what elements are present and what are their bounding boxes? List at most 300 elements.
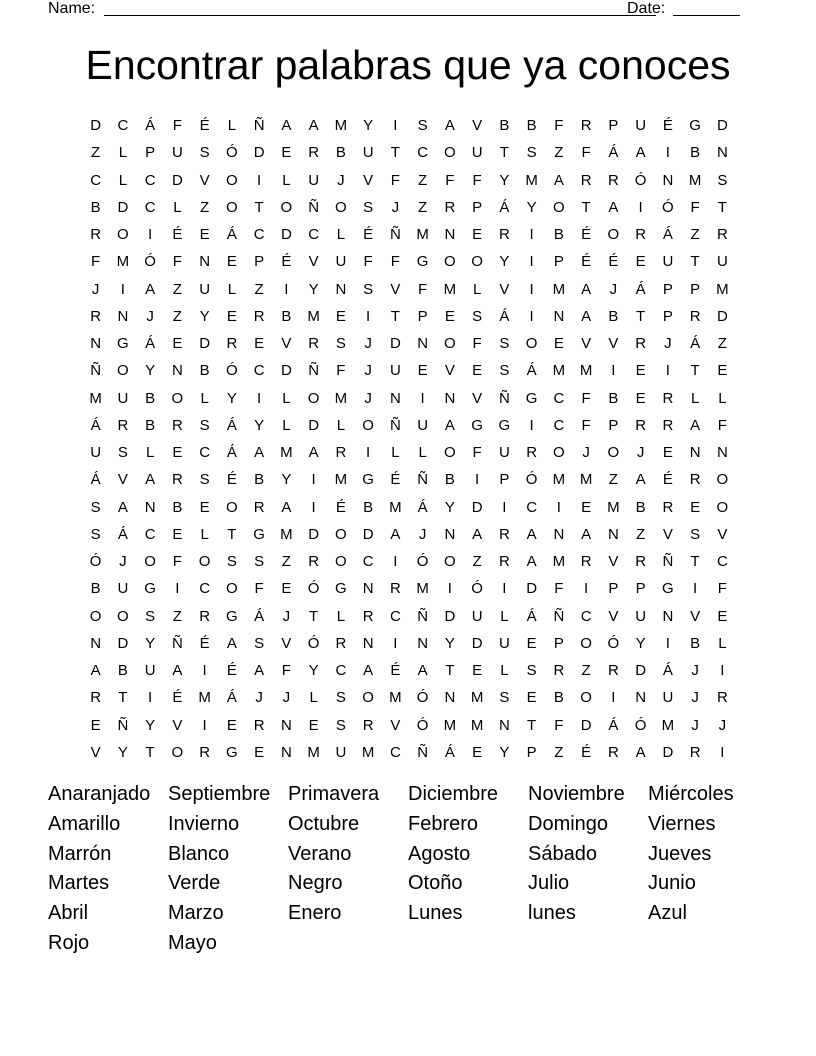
grid-letter[interactable]: P: [608, 580, 619, 598]
grid-letter[interactable]: M: [443, 280, 457, 298]
grid-letter[interactable]: F: [363, 253, 373, 271]
grid-letter[interactable]: Ó: [416, 689, 429, 707]
grid-letter[interactable]: V: [472, 117, 483, 134]
grid-letter[interactable]: Y: [499, 743, 510, 761]
grid-letter[interactable]: I: [148, 689, 153, 707]
grid-letter[interactable]: A: [635, 471, 646, 489]
grid-letter[interactable]: Á: [526, 362, 537, 380]
grid-letter[interactable]: A: [444, 416, 455, 434]
grid-letter[interactable]: Ñ: [253, 117, 265, 134]
grid-letter[interactable]: N: [553, 525, 565, 543]
grid-letter[interactable]: C: [199, 444, 211, 461]
grid-letter[interactable]: N: [90, 634, 102, 652]
grid-letter[interactable]: O: [280, 198, 293, 216]
grid-letter[interactable]: N: [389, 389, 401, 407]
grid-letter[interactable]: E: [281, 580, 292, 598]
grid-letter[interactable]: I: [447, 580, 452, 598]
grid-letter[interactable]: F: [717, 416, 727, 434]
grid-letter[interactable]: L: [418, 444, 427, 461]
grid-letter[interactable]: L: [391, 444, 400, 461]
grid-letter[interactable]: B: [444, 471, 455, 489]
grid-letter[interactable]: N: [553, 307, 565, 325]
grid-letter[interactable]: D: [471, 498, 483, 516]
grid-letter[interactable]: G: [471, 416, 483, 434]
grid-letter[interactable]: L: [309, 689, 318, 707]
grid-letter[interactable]: Y: [145, 362, 156, 380]
grid-letter[interactable]: I: [665, 144, 670, 162]
grid-letter[interactable]: A: [581, 307, 592, 325]
grid-letter[interactable]: O: [307, 389, 320, 407]
grid-letter[interactable]: D: [199, 335, 211, 352]
grid-letter[interactable]: O: [444, 335, 456, 352]
grid-letter[interactable]: Ñ: [117, 716, 129, 734]
grid-letter[interactable]: M: [552, 471, 566, 489]
grid-letter[interactable]: Ó: [416, 553, 429, 570]
grid-letter[interactable]: M: [443, 716, 457, 734]
grid-letter[interactable]: R: [253, 307, 265, 325]
grid-letter[interactable]: V: [363, 171, 374, 189]
grid-letter[interactable]: U: [117, 580, 129, 598]
grid-letter[interactable]: B: [145, 389, 156, 407]
grid-letter[interactable]: É: [390, 662, 401, 679]
grid-letter[interactable]: M: [307, 307, 320, 325]
grid-letter[interactable]: J: [609, 280, 618, 298]
grid-letter[interactable]: Á: [226, 444, 237, 461]
grid-letter[interactable]: E: [335, 307, 346, 325]
grid-letter[interactable]: M: [89, 389, 102, 407]
grid-letter[interactable]: E: [226, 253, 237, 271]
grid-letter[interactable]: I: [257, 389, 262, 407]
grid-letter[interactable]: A: [308, 117, 319, 134]
grid-letter[interactable]: A: [526, 525, 537, 543]
grid-letter[interactable]: V: [199, 171, 210, 189]
grid-letter[interactable]: O: [444, 144, 456, 162]
grid-letter[interactable]: F: [581, 144, 591, 162]
grid-letter[interactable]: A: [281, 117, 292, 134]
grid-letter[interactable]: E: [662, 444, 673, 461]
grid-letter[interactable]: R: [635, 553, 647, 570]
grid-letter[interactable]: I: [529, 416, 534, 434]
grid-letter[interactable]: N: [117, 307, 129, 325]
grid-letter[interactable]: E: [172, 335, 183, 352]
grid-letter[interactable]: F: [690, 198, 700, 216]
grid-letter[interactable]: O: [525, 335, 538, 352]
grid-letter[interactable]: R: [226, 335, 238, 352]
grid-letter[interactable]: D: [444, 607, 456, 625]
grid-letter[interactable]: I: [202, 662, 207, 679]
grid-letter[interactable]: Á: [417, 498, 428, 516]
grid-letter[interactable]: Ó: [226, 144, 238, 162]
grid-letter[interactable]: D: [117, 634, 129, 652]
grid-letter[interactable]: M: [334, 117, 348, 134]
grid-letter[interactable]: P: [608, 117, 619, 134]
grid-letter[interactable]: U: [335, 253, 347, 271]
grid-letter[interactable]: D: [716, 117, 728, 134]
grid-letter[interactable]: C: [308, 226, 320, 243]
grid-letter[interactable]: I: [529, 280, 534, 298]
grid-letter[interactable]: R: [607, 171, 619, 189]
grid-letter[interactable]: B: [553, 689, 564, 707]
grid-letter[interactable]: M: [552, 553, 566, 570]
grid-letter[interactable]: T: [527, 716, 537, 734]
grid-letter[interactable]: N: [444, 689, 456, 707]
grid-letter[interactable]: O: [580, 634, 592, 652]
grid-letter[interactable]: Y: [281, 471, 292, 489]
grid-letter[interactable]: I: [202, 716, 207, 734]
date-blank-line[interactable]: [673, 15, 740, 16]
grid-letter[interactable]: C: [362, 553, 374, 570]
grid-letter[interactable]: L: [227, 280, 237, 298]
grid-letter[interactable]: Y: [308, 662, 319, 679]
grid-letter[interactable]: U: [662, 253, 674, 271]
grid-letter[interactable]: P: [472, 198, 483, 216]
grid-letter[interactable]: Ó: [307, 580, 320, 598]
grid-letter[interactable]: P: [254, 253, 265, 271]
grid-letter[interactable]: A: [90, 662, 101, 679]
grid-letter[interactable]: F: [281, 662, 291, 679]
grid-letter[interactable]: Y: [145, 716, 156, 734]
grid-letter[interactable]: A: [254, 662, 265, 679]
grid-letter[interactable]: É: [581, 253, 592, 271]
grid-letter[interactable]: R: [635, 335, 647, 352]
grid-letter[interactable]: B: [635, 498, 646, 516]
grid-letter[interactable]: Á: [117, 525, 128, 543]
grid-letter[interactable]: O: [444, 253, 456, 271]
grid-letter[interactable]: A: [581, 280, 592, 298]
grid-letter[interactable]: E: [553, 335, 564, 352]
grid-letter[interactable]: T: [717, 198, 727, 216]
grid-letter[interactable]: Á: [254, 607, 265, 625]
grid-letter[interactable]: E: [635, 389, 646, 407]
grid-letter[interactable]: L: [282, 416, 291, 434]
grid-letter[interactable]: V: [608, 335, 619, 352]
grid-letter[interactable]: T: [636, 307, 646, 325]
grid-letter[interactable]: L: [227, 117, 237, 134]
grid-letter[interactable]: I: [393, 553, 398, 570]
grid-letter[interactable]: M: [470, 716, 484, 734]
grid-letter[interactable]: É: [226, 471, 237, 489]
grid-letter[interactable]: R: [580, 171, 592, 189]
grid-letter[interactable]: S: [335, 716, 346, 734]
grid-letter[interactable]: V: [690, 607, 701, 625]
grid-letter[interactable]: E: [472, 226, 483, 243]
grid-letter[interactable]: L: [500, 607, 509, 625]
grid-letter[interactable]: M: [389, 689, 402, 707]
grid-letter[interactable]: C: [553, 416, 565, 434]
grid-letter[interactable]: I: [693, 580, 698, 598]
grid-letter[interactable]: O: [117, 226, 129, 243]
grid-letter[interactable]: R: [335, 444, 347, 461]
grid-letter[interactable]: U: [635, 607, 647, 625]
grid-letter[interactable]: N: [444, 389, 456, 407]
grid-letter[interactable]: U: [662, 689, 674, 707]
grid-letter[interactable]: R: [389, 580, 401, 598]
grid-letter[interactable]: S: [199, 144, 210, 162]
grid-letter[interactable]: P: [417, 307, 428, 325]
grid-letter[interactable]: M: [579, 362, 593, 380]
grid-letter[interactable]: Ó: [662, 198, 674, 216]
grid-letter[interactable]: Ó: [607, 634, 620, 652]
grid-letter[interactable]: C: [335, 662, 347, 679]
grid-letter[interactable]: F: [390, 171, 400, 189]
grid-letter[interactable]: T: [690, 553, 700, 570]
grid-letter[interactable]: E: [172, 525, 183, 543]
grid-letter[interactable]: G: [226, 743, 238, 761]
grid-letter[interactable]: J: [691, 662, 699, 679]
grid-letter[interactable]: T: [309, 607, 319, 625]
grid-letter[interactable]: T: [499, 144, 509, 162]
grid-letter[interactable]: F: [445, 171, 455, 189]
grid-letter[interactable]: F: [172, 117, 182, 134]
grid-letter[interactable]: U: [144, 662, 156, 679]
grid-letter[interactable]: B: [90, 580, 101, 598]
grid-letter[interactable]: A: [581, 525, 592, 543]
grid-letter[interactable]: P: [553, 253, 564, 271]
grid-letter[interactable]: V: [390, 716, 401, 734]
grid-letter[interactable]: F: [418, 280, 428, 298]
grid-letter[interactable]: U: [199, 280, 211, 298]
grid-letter[interactable]: O: [144, 553, 156, 570]
grid-letter[interactable]: J: [282, 607, 291, 625]
grid-letter[interactable]: A: [308, 444, 319, 461]
grid-letter[interactable]: M: [198, 689, 211, 707]
grid-letter[interactable]: A: [635, 144, 646, 162]
grid-letter[interactable]: I: [393, 117, 398, 134]
grid-letter[interactable]: J: [91, 280, 100, 298]
grid-letter[interactable]: Y: [444, 498, 455, 516]
grid-letter[interactable]: Ñ: [308, 198, 320, 216]
grid-letter[interactable]: C: [90, 171, 102, 189]
grid-letter[interactable]: V: [172, 716, 183, 734]
grid-letter[interactable]: N: [689, 444, 701, 461]
grid-letter[interactable]: O: [226, 198, 238, 216]
grid-letter[interactable]: O: [444, 444, 456, 461]
grid-letter[interactable]: B: [690, 634, 701, 652]
grid-letter[interactable]: R: [662, 416, 674, 434]
grid-letter[interactable]: U: [308, 171, 320, 189]
grid-letter[interactable]: I: [257, 171, 262, 189]
grid-letter[interactable]: I: [502, 498, 507, 516]
grid-letter[interactable]: E: [581, 498, 592, 516]
grid-letter[interactable]: E: [308, 716, 319, 734]
grid-letter[interactable]: L: [500, 662, 509, 679]
grid-letter[interactable]: Y: [308, 280, 319, 298]
grid-letter[interactable]: Y: [226, 389, 237, 407]
grid-letter[interactable]: N: [716, 144, 728, 162]
grid-letter[interactable]: N: [171, 362, 183, 380]
grid-letter[interactable]: N: [280, 743, 292, 761]
grid-letter[interactable]: M: [579, 471, 593, 489]
grid-letter[interactable]: V: [444, 362, 455, 380]
grid-letter[interactable]: Y: [199, 307, 210, 325]
grid-letter[interactable]: R: [253, 498, 265, 516]
grid-letter[interactable]: É: [581, 226, 592, 243]
grid-letter[interactable]: V: [581, 335, 592, 352]
grid-letter[interactable]: Y: [117, 743, 128, 761]
grid-letter[interactable]: R: [308, 553, 320, 570]
grid-letter[interactable]: C: [144, 198, 156, 216]
grid-letter[interactable]: S: [717, 171, 728, 189]
grid-letter[interactable]: B: [363, 498, 374, 516]
grid-letter[interactable]: D: [308, 525, 320, 543]
grid-letter[interactable]: M: [552, 280, 566, 298]
grid-letter[interactable]: S: [199, 471, 210, 489]
grid-letter[interactable]: C: [553, 389, 565, 407]
grid-letter[interactable]: D: [716, 307, 728, 325]
grid-letter[interactable]: J: [636, 444, 645, 461]
grid-letter[interactable]: L: [200, 525, 209, 543]
grid-letter[interactable]: É: [390, 471, 401, 489]
grid-letter[interactable]: M: [661, 716, 675, 734]
grid-letter[interactable]: V: [390, 280, 401, 298]
grid-letter[interactable]: Ó: [525, 471, 538, 489]
grid-letter[interactable]: S: [363, 280, 374, 298]
grid-letter[interactable]: Ñ: [417, 743, 429, 761]
grid-letter[interactable]: N: [716, 444, 728, 461]
grid-letter[interactable]: É: [608, 253, 619, 271]
grid-letter[interactable]: B: [281, 307, 292, 325]
grid-letter[interactable]: C: [580, 607, 592, 625]
grid-letter[interactable]: Y: [254, 416, 265, 434]
grid-letter[interactable]: U: [362, 144, 374, 162]
grid-letter[interactable]: O: [226, 580, 238, 598]
grid-letter[interactable]: G: [253, 525, 265, 543]
grid-letter[interactable]: B: [117, 662, 128, 679]
grid-letter[interactable]: P: [662, 280, 673, 298]
grid-letter[interactable]: B: [526, 117, 537, 134]
grid-letter[interactable]: Y: [444, 634, 455, 652]
grid-letter[interactable]: E: [635, 362, 646, 380]
grid-letter[interactable]: Ñ: [498, 389, 510, 407]
grid-letter[interactable]: B: [254, 471, 265, 489]
grid-letter[interactable]: D: [253, 144, 265, 162]
grid-letter[interactable]: Z: [172, 607, 182, 625]
grid-letter[interactable]: R: [444, 198, 456, 216]
grid-letter[interactable]: F: [254, 580, 264, 598]
name-blank-line[interactable]: [104, 15, 656, 16]
grid-letter[interactable]: C: [144, 525, 156, 543]
grid-letter[interactable]: E: [635, 253, 646, 271]
grid-letter[interactable]: P: [526, 743, 537, 761]
grid-letter[interactable]: E: [172, 444, 183, 461]
grid-letter[interactable]: S: [226, 553, 237, 570]
grid-letter[interactable]: J: [418, 525, 427, 543]
grid-letter[interactable]: U: [389, 362, 401, 380]
grid-letter[interactable]: N: [144, 498, 156, 516]
grid-letter[interactable]: L: [336, 226, 346, 243]
grid-letter[interactable]: V: [662, 525, 673, 543]
grid-letter[interactable]: O: [226, 498, 238, 516]
grid-letter[interactable]: I: [529, 307, 534, 325]
grid-letter[interactable]: M: [416, 580, 429, 598]
grid-letter[interactable]: S: [499, 689, 510, 707]
grid-letter[interactable]: Z: [636, 525, 646, 543]
grid-letter[interactable]: N: [90, 335, 102, 352]
grid-letter[interactable]: Z: [554, 144, 564, 162]
grid-letter[interactable]: Z: [172, 280, 182, 298]
grid-letter[interactable]: R: [362, 716, 374, 734]
grid-letter[interactable]: T: [254, 198, 264, 216]
grid-letter[interactable]: N: [362, 580, 374, 598]
grid-letter[interactable]: E: [226, 716, 237, 734]
grid-letter[interactable]: O: [716, 471, 729, 489]
grid-letter[interactable]: O: [362, 416, 374, 434]
grid-letter[interactable]: I: [366, 307, 371, 325]
grid-letter[interactable]: R: [689, 471, 701, 489]
grid-letter[interactable]: A: [690, 416, 701, 434]
grid-letter[interactable]: E: [90, 716, 101, 734]
grid-letter[interactable]: R: [308, 335, 320, 352]
grid-letter[interactable]: M: [688, 171, 702, 189]
grid-letter[interactable]: V: [499, 280, 510, 298]
grid-letter[interactable]: V: [608, 607, 619, 625]
grid-letter[interactable]: R: [171, 416, 183, 434]
grid-letter[interactable]: E: [717, 607, 728, 625]
grid-letter[interactable]: Z: [254, 280, 264, 298]
grid-letter[interactable]: D: [362, 525, 374, 543]
grid-letter[interactable]: J: [146, 307, 154, 325]
grid-letter[interactable]: I: [175, 580, 180, 598]
grid-letter[interactable]: D: [90, 117, 102, 134]
grid-letter[interactable]: T: [145, 743, 155, 761]
grid-letter[interactable]: O: [117, 607, 129, 625]
grid-letter[interactable]: R: [308, 144, 320, 162]
grid-letter[interactable]: Á: [226, 689, 237, 707]
grid-letter[interactable]: R: [171, 471, 183, 489]
grid-letter[interactable]: U: [471, 607, 483, 625]
grid-letter[interactable]: J: [391, 198, 400, 216]
grid-letter[interactable]: B: [172, 498, 183, 516]
grid-letter[interactable]: E: [690, 498, 701, 516]
grid-letter[interactable]: A: [635, 743, 646, 761]
grid-letter[interactable]: F: [581, 416, 591, 434]
grid-letter[interactable]: R: [498, 226, 510, 243]
grid-letter[interactable]: J: [582, 444, 590, 461]
grid-letter[interactable]: U: [117, 389, 129, 407]
grid-letter[interactable]: I: [311, 471, 316, 489]
grid-letter[interactable]: R: [362, 607, 374, 625]
grid-letter[interactable]: U: [171, 144, 183, 162]
grid-letter[interactable]: É: [172, 689, 183, 707]
grid-letter[interactable]: Ñ: [389, 226, 401, 243]
grid-letter[interactable]: O: [553, 444, 565, 461]
grid-letter[interactable]: R: [335, 634, 347, 652]
grid-letter[interactable]: R: [253, 716, 265, 734]
grid-letter[interactable]: L: [336, 607, 346, 625]
grid-letter[interactable]: E: [226, 307, 237, 325]
grid-letter[interactable]: R: [553, 662, 565, 679]
grid-letter[interactable]: M: [361, 743, 375, 761]
grid-letter[interactable]: I: [120, 280, 125, 298]
grid-letter[interactable]: U: [471, 144, 483, 162]
grid-letter[interactable]: F: [472, 335, 482, 352]
grid-letter[interactable]: S: [145, 607, 156, 625]
grid-letter[interactable]: E: [526, 689, 537, 707]
grid-letter[interactable]: C: [144, 171, 156, 189]
grid-letter[interactable]: Á: [444, 743, 455, 761]
grid-letter[interactable]: D: [580, 716, 592, 734]
grid-letter[interactable]: S: [335, 335, 346, 352]
grid-letter[interactable]: S: [335, 689, 346, 707]
grid-letter[interactable]: U: [716, 253, 728, 271]
grid-letter[interactable]: P: [690, 280, 701, 298]
grid-letter[interactable]: S: [499, 335, 510, 352]
grid-letter[interactable]: G: [498, 416, 511, 434]
grid-letter[interactable]: Ñ: [553, 607, 565, 625]
grid-letter[interactable]: D: [280, 362, 292, 380]
grid-letter[interactable]: B: [499, 117, 510, 134]
grid-letter[interactable]: S: [472, 307, 483, 325]
